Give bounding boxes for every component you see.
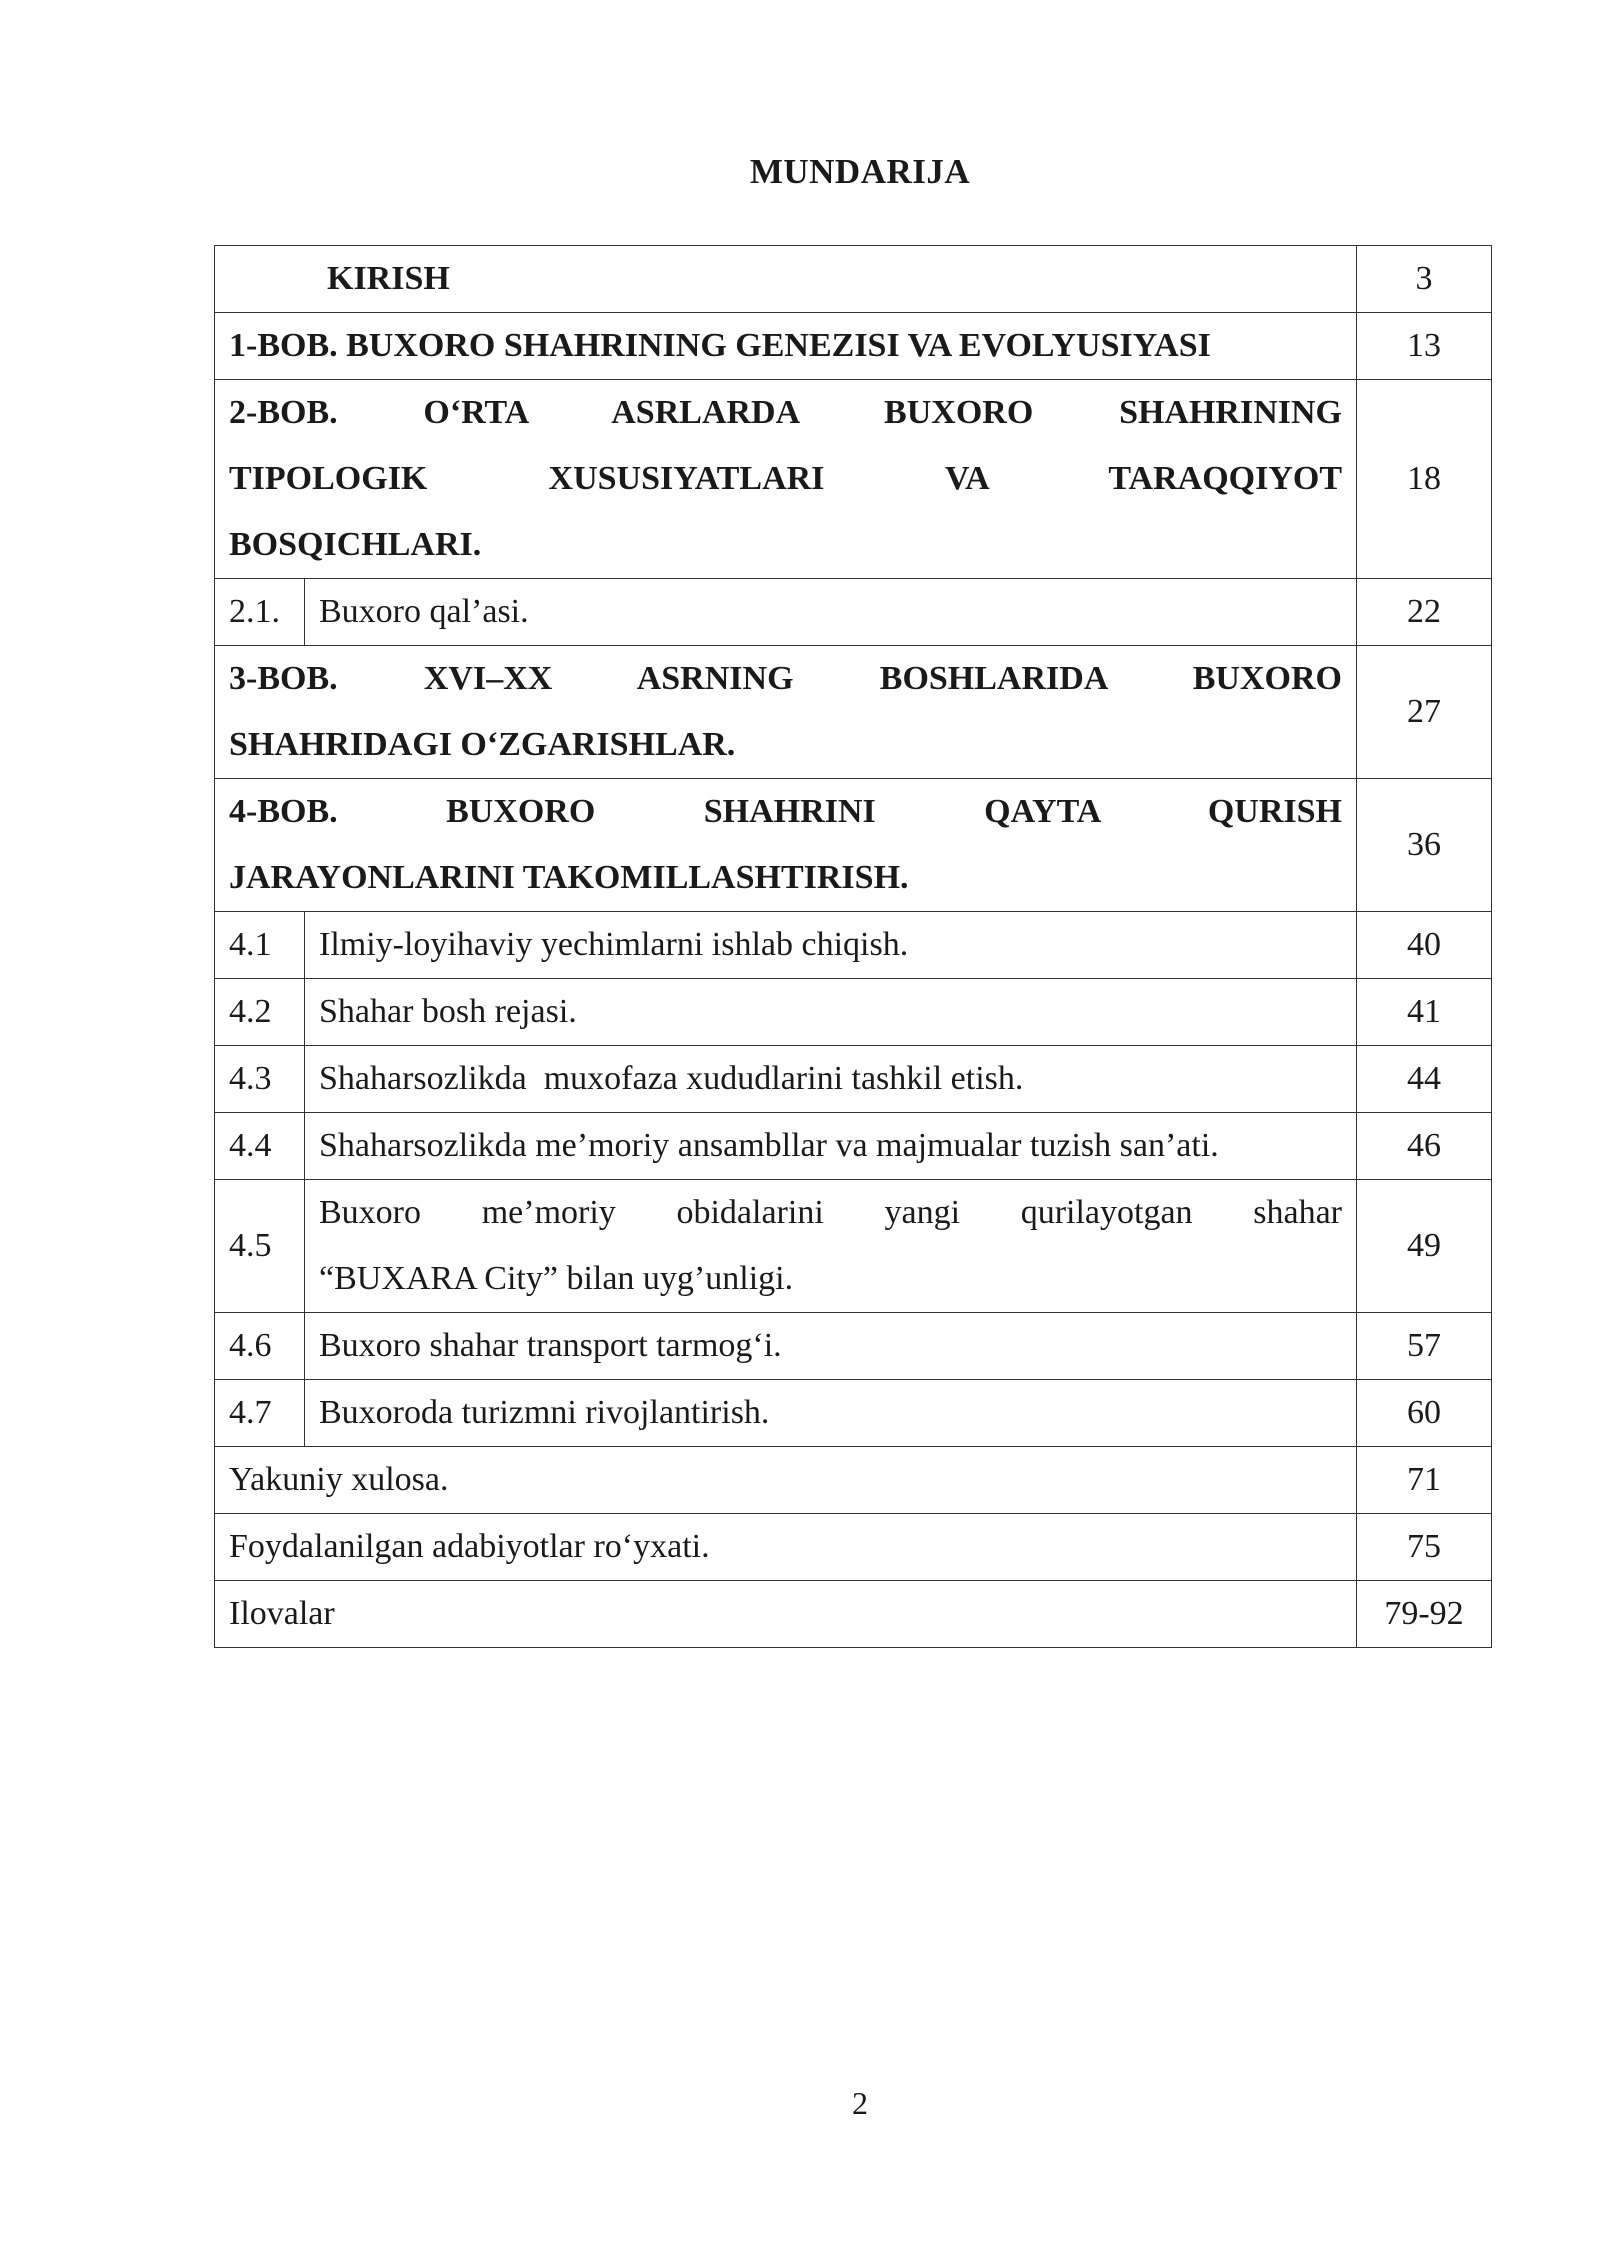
toc-row-chapter-2 xyxy=(215,380,1492,579)
toc-label xyxy=(305,1180,1357,1313)
toc-section-number: 2.1. xyxy=(215,579,305,646)
toc-label: Shaharsozlikda muxofaza xududlarini tashkil etish. xyxy=(305,1046,1357,1113)
toc-page: 57 xyxy=(1357,1313,1492,1380)
toc-row-chapter-3 xyxy=(215,646,1492,779)
toc-label xyxy=(215,380,1357,579)
table-of-contents xyxy=(214,245,1492,1648)
toc-row-section-4-5 xyxy=(215,1180,1492,1313)
toc-row-references xyxy=(215,1514,1492,1581)
toc-label-line: 2-BOB. O‘RTA ASRLARDA BUXORO SHAHRINING xyxy=(229,394,1342,431)
toc-label-line: 3-BOB. XVI–XX ASRNING BOSHLARIDA BUXORO xyxy=(229,660,1342,697)
toc-section-number: 4.7 xyxy=(215,1380,305,1447)
toc-section-number: 4.3 xyxy=(215,1046,305,1113)
toc-label-line: BOSQICHLARI. xyxy=(229,526,482,563)
toc-page: 49 xyxy=(1357,1180,1492,1313)
toc-label: 1-BOB. BUXORO SHAHRINING GENEZISI VA EVOLYUSIYASI xyxy=(215,313,1357,380)
toc-page: 41 xyxy=(1357,979,1492,1046)
toc-label-line: 4-BOB. BUXORO SHAHRINI QAYTA QURISH xyxy=(229,793,1342,830)
toc-section-number: 4.4 xyxy=(215,1113,305,1180)
toc-row-conclusion xyxy=(215,1447,1492,1514)
toc-page: 27 xyxy=(1357,646,1492,779)
toc-page: 75 xyxy=(1357,1514,1492,1581)
toc-label: Shaharsozlikda me’moriy ansambllar va majmualar tuzish san’ati. xyxy=(305,1113,1357,1180)
toc-label: Foydalanilgan adabiyotlar ro‘yxati. xyxy=(215,1514,1357,1581)
toc-label: Ilovalar xyxy=(215,1581,1357,1648)
toc-page: 60 xyxy=(1357,1380,1492,1447)
toc-row-chapter-1 xyxy=(215,313,1492,380)
toc-section-number: 4.2 xyxy=(215,979,305,1046)
toc-row-kirish xyxy=(215,246,1492,313)
page-title: MUNDARIJA xyxy=(749,152,971,191)
toc-page: 44 xyxy=(1357,1046,1492,1113)
toc-page: 18 xyxy=(1357,380,1492,579)
toc-label: Yakuniy xulosa. xyxy=(215,1447,1357,1514)
toc-label: Ilmiy-loyihaviy yechimlarni ishlab chiqish. xyxy=(305,912,1357,979)
toc-section-number: 4.1 xyxy=(215,912,305,979)
toc-label: Buxoroda turizmni rivojlantirish. xyxy=(305,1380,1357,1447)
toc-row-appendix xyxy=(215,1581,1492,1648)
toc-row-section-4-3 xyxy=(215,1046,1492,1113)
toc-row-section-2-1 xyxy=(215,579,1492,646)
toc-label xyxy=(215,779,1357,912)
toc-row-chapter-4 xyxy=(215,779,1492,912)
toc-section-number: 4.5 xyxy=(215,1180,305,1313)
toc-row-section-4-7 xyxy=(215,1380,1492,1447)
toc-page: 36 xyxy=(1357,779,1492,912)
toc-label-line: JARAYONLARINI TAKOMILLASHTIRISH. xyxy=(229,859,909,896)
toc-page: 40 xyxy=(1357,912,1492,979)
toc-label-line: Buxoro me’moriy obidalarini yangi qurilayotgan shahar xyxy=(319,1194,1342,1231)
toc-page: 22 xyxy=(1357,579,1492,646)
toc-label: Buxoro shahar transport tarmog‘i. xyxy=(305,1313,1357,1380)
toc-row-section-4-1 xyxy=(215,912,1492,979)
toc-label-line: “BUXARA City” bilan uyg’unligi. xyxy=(319,1260,794,1297)
toc-section-number: 4.6 xyxy=(215,1313,305,1380)
toc-page: 79-92 xyxy=(1357,1581,1492,1648)
toc-row-section-4-6 xyxy=(215,1313,1492,1380)
toc-label-line: SHAHRIDAGI O‘ZGARISHLAR. xyxy=(229,726,736,763)
toc-row-section-4-2 xyxy=(215,979,1492,1046)
toc-page: 13 xyxy=(1357,313,1492,380)
toc-row-section-4-4 xyxy=(215,1113,1492,1180)
toc-label: Shahar bosh rejasi. xyxy=(305,979,1357,1046)
toc-label: KIRISH xyxy=(215,246,1357,313)
toc-label xyxy=(215,646,1357,779)
toc-label-line: TIPOLOGIK XUSUSIYATLARI VA TARAQQIYOT xyxy=(229,460,1342,497)
page-number: 2 xyxy=(852,2085,868,2121)
toc-label: Buxoro qal’asi. xyxy=(305,579,1357,646)
toc-page: 71 xyxy=(1357,1447,1492,1514)
toc-page: 3 xyxy=(1357,246,1492,313)
toc-page: 46 xyxy=(1357,1113,1492,1180)
